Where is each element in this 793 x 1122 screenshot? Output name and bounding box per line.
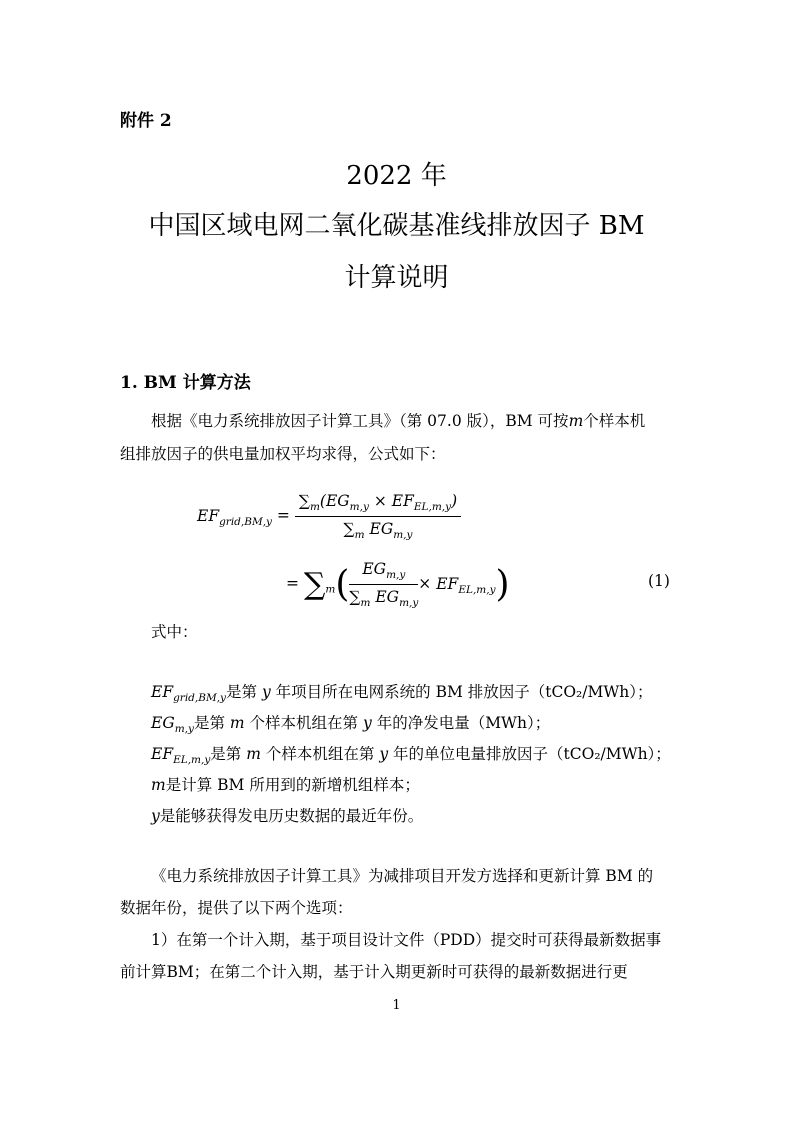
formula-fraction-1: $\frac{\sum_m(EG_{m,y} \times EF_{EL,m,y})}{\sum_m EG_{m,y}}$ [295,492,461,541]
definition-ef-grid: $EF_{grid,BM,y}$是第 y 年项目所在电网系统的 BM 排放因子（tCO₂/MWh）； [151,683,653,704]
para3-line-2: 前计算BM；在第二个计入期，基于计入期更新时可获得的最新数据进行更 [120,963,628,981]
definition-m: m是计算 BM 所用到的新增机组样本； [151,776,420,794]
intro-var-m: m [568,412,584,430]
formula-line-1 [197,492,461,541]
equation-number: (1) [648,572,670,590]
equals-sign-2: = [286,574,299,593]
title-line-2: 中国区域电网二氧化碳基准线排放因子 BM [148,211,645,241]
para2-line-2: 数据年份，提供了以下两个选项： [120,899,353,917]
intro-line-2: 组排放因子的供电量加权平均求得，公式如下： [120,445,446,463]
definition-ef-el: $EF_{EL,m,y}$是第 m 个样本机组在第 y 年的单位电量排放因子（tCO₂/MWh）； [151,745,671,766]
title-line-1: 2022 年 [346,161,447,191]
para2-line-1: 《电力系统排放因子计算工具》为减排项目开发方选择和更新计算 BM 的 [151,867,654,885]
intro-text-b: 个样本机 [583,412,646,430]
definition-y: y是能够获得发电历史数据的最近年份。 [151,807,424,825]
equals-sign: = [276,506,290,525]
where-label: 式中： [151,623,198,641]
page-number: 1 [392,998,401,1013]
section-heading: 1. BM 计算方法 [120,373,251,393]
definition-eg: $EG_{m,y}$是第 m 个样本机组在第 y 年的净发电量（MWh）； [151,714,551,735]
attachment-label: 附件 2 [120,111,172,131]
sum-symbol: ∑ [303,567,326,602]
formula-fraction-2: $\frac{EG_{m,y}}{\sum_m EG_{m,y}}$ [349,560,419,609]
para3-line-1: 1）在第一个计入期，基于项目设计文件（PDD）提交时可获得最新数据事 [151,931,662,949]
formula-line-2: = $\sum_m$( $\frac{EG_{m,y}}{\sum_m EG_{m,y}}$ × $EF_{EL,m,y}$) [286,560,510,609]
intro-text-a: 根据《电力系统排放因子计算工具》（第 07.0 版），BM 可按 [151,412,569,430]
formula-lhs: $EF_{grid,BM,y}$ [197,506,272,528]
title-line-3: 计算说明 [344,263,449,293]
intro-paragraph [120,414,672,430]
